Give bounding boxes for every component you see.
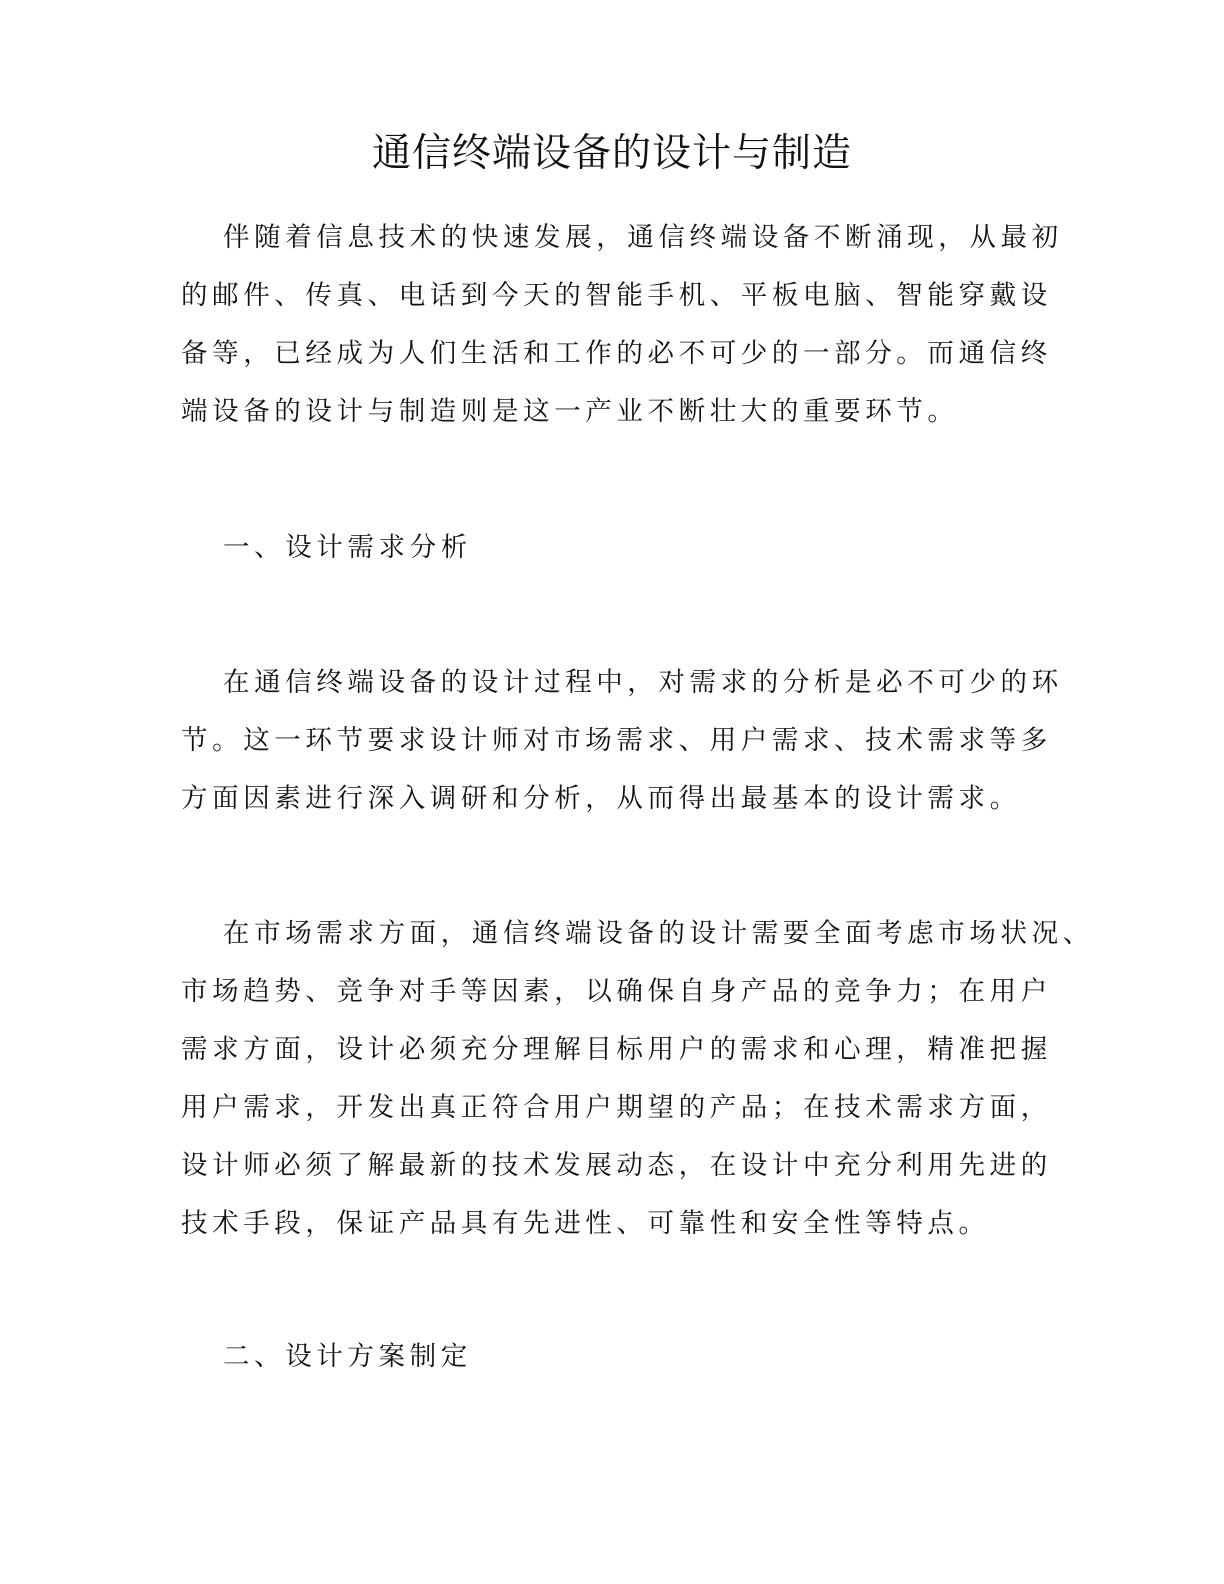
document-title: 通信终端设备的设计与制造 — [371, 131, 852, 176]
intro-line: 的邮件、传真、电话到今天的智能手机、平板电脑、智能穿戴设 — [181, 280, 1052, 311]
paragraph-line: 需求方面，设计必须充分理解目标用户的需求和心理，精准把握 — [181, 1034, 1052, 1065]
paragraph-line: 在市场需求方面，通信终端设备的设计需要全面考虑市场状况、 — [223, 918, 1094, 949]
intro-line: 伴随着信息技术的快速发展，通信终端设备不断涌现，从最初 — [223, 222, 1063, 253]
paragraph-line: 节。这一环节要求设计师对市场需求、用户需求、技术需求等多 — [181, 725, 1052, 756]
intro-line: 备等，已经成为人们生活和工作的必不可少的一部分。而通信终 — [181, 338, 1052, 369]
section-heading-1: 一、设计需求分析 — [223, 532, 472, 563]
section1-paragraph-2 — [181, 905, 1094, 1253]
paragraph-line: 用户需求，开发出真正符合用户期望的产品；在技术需求方面， — [181, 1092, 1052, 1123]
paragraph-line: 在通信终端设备的设计过程中，对需求的分析是必不可少的环 — [223, 667, 1063, 698]
section1-paragraph-1 — [181, 654, 1061, 828]
paragraph-line: 方面因素进行深入调研和分析，从而得出最基本的设计需求。 — [181, 783, 1021, 814]
paragraph-line: 市场趋势、竞争对手等因素，以确保自身产品的竞争力；在用户 — [181, 976, 1052, 1007]
paragraph-line: 技术手段，保证产品具有先进性、可靠性和安全性等特点。 — [181, 1208, 990, 1239]
intro-line: 端设备的设计与制造则是这一产业不断壮大的重要环节。 — [181, 396, 959, 427]
paragraph-line: 设计师必须了解最新的技术发展动态，在设计中充分利用先进的 — [181, 1150, 1052, 1181]
section-heading-2: 二、设计方案制定 — [223, 1341, 472, 1372]
intro-paragraph — [181, 209, 1061, 441]
